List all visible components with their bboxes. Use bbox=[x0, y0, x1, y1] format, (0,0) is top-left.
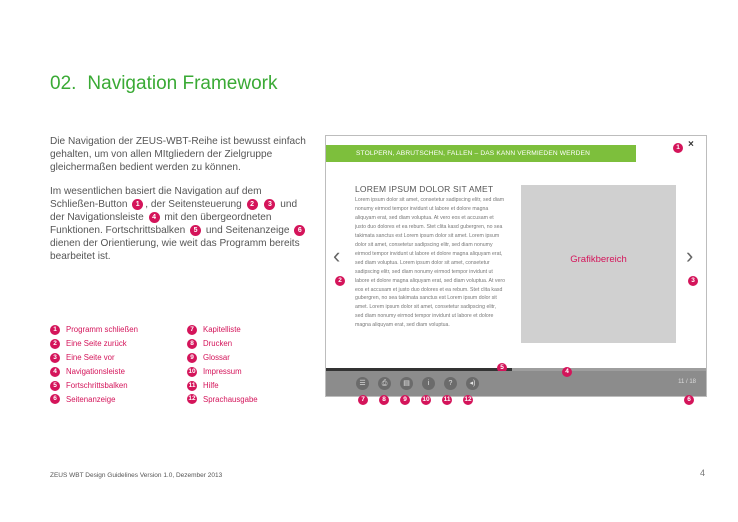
legend-item bbox=[187, 351, 258, 365]
legend-badge: 12 bbox=[188, 395, 196, 403]
graphic-area bbox=[521, 185, 676, 343]
intro-paragraph-2 bbox=[50, 185, 312, 263]
legend-badge: 2 bbox=[50, 339, 60, 349]
intro-paragraph-1: Die Navigation der ZEUS-WBT-Reihe ist bewusst einfach gehalten, um von allen MItgliedern der Zielgruppe gleichermaßen bedient werden zu können. bbox=[50, 136, 306, 173]
glossary-icon[interactable]: ▤ bbox=[400, 377, 413, 390]
content-body: Lorem ipsum dolor sit amet, consetetur sadipscing elitr, sed diam nonumy eirmod tempor invidunt ut labore et dolore magna aliquyam erat, sed diam voluptua. At vero eos et accusam et justo duo dolores et ea rebum. Stet clita kasd gubergren, no sea takimata sanctus est Lorem ipsum dolor sit amet. Lorem ipsum dolor sit amet, consetetur sadipscing elitr, sed diam nonumy eirmod tempor invidunt ut labore et dolore magna aliquyam erat, sed diam voluptua. Lorem ipsum dolor sit amet, consetetur sadipscing elitr, sed diam nonumy eirmod tempor invidunt ut labore et dolore magna aliquyam erat, sed diam voluptua. At vero eos et accusam et justo duo dolores et ea rebum. Stet clita kasd gubergren, no sea takimata sanctus est Lorem ipsum dolor sit amet. Lorem ipsum dolor sit amet, consetetur sadipscing elitr, sed diam nonumy eirmod tempor invidunt ut labore et dolore magna aliquyam erat, sed diam voluptua. bbox=[355, 197, 505, 329]
legend-item bbox=[50, 392, 138, 406]
wbt-screen-mockup bbox=[325, 135, 707, 397]
page-title bbox=[50, 73, 278, 95]
legend-badge: 4 bbox=[50, 367, 60, 377]
page-counter: 11 / 18 bbox=[678, 379, 696, 385]
legend-item bbox=[187, 337, 258, 351]
legend-badge: 1 bbox=[50, 325, 60, 335]
intro-text-part: Im wesentlichen basiert die Navigation auf dem Schließen-Button bbox=[50, 186, 262, 210]
list-icon[interactable]: ☰ bbox=[356, 377, 369, 390]
prev-page-icon[interactable]: ‹ bbox=[333, 243, 341, 268]
mockup-badge-1: 1 bbox=[673, 143, 683, 153]
legend-label: Seitenanzeige bbox=[66, 394, 116, 404]
mockup-badge-2: 2 bbox=[335, 276, 345, 286]
page-number: 4 bbox=[700, 468, 706, 478]
toolbar-badge-9: 9 bbox=[400, 395, 410, 405]
callout-badge-3: 3 bbox=[264, 199, 275, 210]
intro-text-part: , der Seitensteuerung bbox=[145, 199, 242, 210]
legend-item bbox=[50, 323, 138, 337]
legend-badge: 5 bbox=[50, 381, 60, 391]
legend-badge: 3 bbox=[50, 353, 60, 363]
intro-text bbox=[50, 135, 312, 274]
legend-label: Eine Seite zurück bbox=[66, 339, 127, 349]
intro-text-part: mit den übergeordneten Funktionen. Fortschrittsbalken bbox=[50, 212, 272, 236]
mockup-badge-3: 3 bbox=[688, 276, 698, 286]
callout-badge-2: 2 bbox=[247, 199, 258, 210]
legend-badge: 7 bbox=[187, 325, 197, 335]
legend-label: Hilfe bbox=[203, 381, 219, 390]
legend-badge: 10 bbox=[188, 367, 196, 375]
toolbar-badge-10: 10 bbox=[422, 396, 430, 403]
close-icon[interactable]: × bbox=[688, 139, 694, 150]
mockup-badge-5: 5 bbox=[497, 363, 507, 373]
footer-text: ZEUS WBT Design Guidelines Version 1.0, Dezember 2013 bbox=[50, 472, 223, 479]
legend-label: Eine Seite vor bbox=[66, 353, 115, 363]
speaker-icon[interactable]: ◂) bbox=[466, 377, 479, 390]
legend-label: Kapitelliste bbox=[203, 325, 241, 335]
legend-item bbox=[50, 337, 138, 351]
legend-item bbox=[187, 323, 258, 337]
legend-left bbox=[50, 323, 138, 406]
navigation-toolbar bbox=[326, 371, 706, 396]
content-heading: LOREM IPSUM DOLOR SIT AMET bbox=[355, 184, 494, 194]
toolbar-badge-7: 7 bbox=[358, 395, 368, 405]
callout-badge-1: 1 bbox=[132, 199, 143, 210]
legend-badge: 9 bbox=[187, 353, 197, 363]
help-icon[interactable]: ? bbox=[444, 377, 457, 390]
legend-label: Impressum bbox=[203, 367, 242, 377]
legend-label: Programm schließen bbox=[66, 325, 138, 335]
intro-text-part: und Seitenanzeige bbox=[205, 225, 290, 236]
legend-label: Sprachausgabe bbox=[203, 394, 258, 404]
legend-item bbox=[50, 351, 138, 365]
info-icon[interactable]: i bbox=[422, 377, 435, 390]
legend-label: Fortschrittsbalken bbox=[66, 381, 128, 390]
mockup-badge-4: 4 bbox=[562, 367, 572, 377]
legend-label: Navigationsleiste bbox=[66, 367, 125, 377]
print-icon[interactable]: ⎙ bbox=[378, 377, 391, 390]
legend-item bbox=[187, 379, 258, 393]
toolbar-badge-11: 11 bbox=[443, 396, 451, 403]
legend-item bbox=[50, 379, 138, 393]
callout-badge-5: 5 bbox=[190, 225, 201, 236]
legend-label: Drucken bbox=[203, 339, 233, 349]
intro-text-part: und der Navigationsleiste bbox=[50, 199, 298, 223]
legend-badge: 6 bbox=[50, 394, 60, 404]
legend-item bbox=[187, 392, 258, 406]
legend-badge: 8 bbox=[187, 339, 197, 349]
graphic-label: Grafikbereich bbox=[570, 254, 627, 265]
toolbar-badge-8: 8 bbox=[379, 395, 389, 405]
callout-badge-6: 6 bbox=[294, 225, 305, 236]
chapter-ribbon: STOLPERN, ABRUTSCHEN, FALLEN – DAS KANN VERMIEDEN WERDEN bbox=[326, 145, 636, 162]
title-number: 02. bbox=[50, 73, 77, 94]
legend-label: Glossar bbox=[203, 353, 230, 363]
legend-item bbox=[187, 365, 258, 379]
legend-item bbox=[50, 365, 138, 379]
callout-badge-4: 4 bbox=[149, 212, 160, 223]
intro-text-part: dienen der Orientierung, wie weit das Programm bereits bearbeitet ist. bbox=[50, 238, 300, 262]
legend-badge: 11 bbox=[188, 381, 196, 389]
page-counter-badge-6: 6 bbox=[684, 395, 694, 405]
legend-right bbox=[187, 323, 258, 406]
next-page-icon[interactable]: › bbox=[686, 243, 694, 268]
toolbar-badge-12: 12 bbox=[464, 396, 472, 403]
title-text: Navigation Framework bbox=[87, 73, 278, 94]
